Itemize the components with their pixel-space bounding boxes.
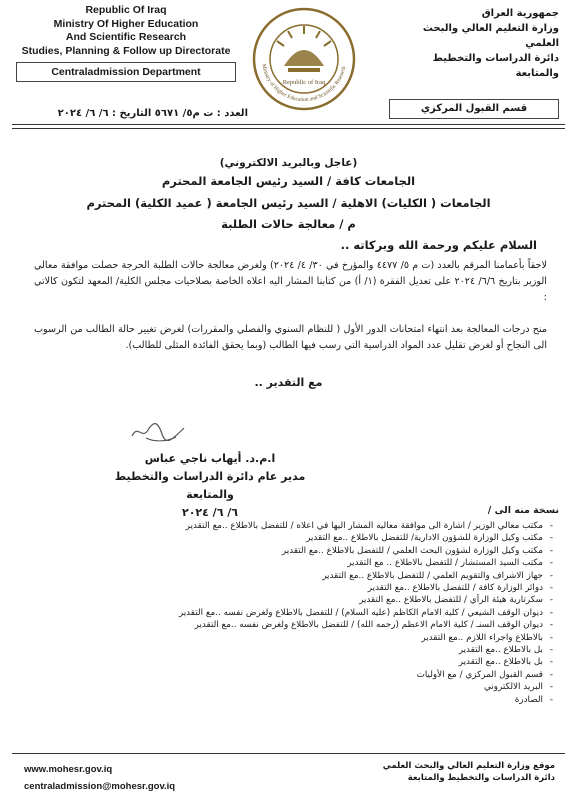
- header-en-line: Studies, Planning & Follow up Directorate: [21, 44, 231, 57]
- subject-line: م / معالجة حالات الطلبة: [221, 217, 356, 231]
- footer-email-link[interactable]: centraladmission@mohesr.gov.iq: [24, 781, 176, 792]
- regards-line: مع التقدير ..: [254, 376, 323, 389]
- cc-item: - دوائر الوزارة كافة / للتفضل بالاطلاع ..مع التقدير: [83, 582, 553, 594]
- cc-item: - سكرتارية هيئة الرأي / للتفضل بالاطلاع ..مع التقدير: [83, 594, 553, 606]
- reference-number: العدد : ت م٥/ ٥٦٧١ التاريخ : ٦/ ٦/ ٢٠٢٤: [57, 108, 248, 119]
- header-arabic: [389, 6, 559, 119]
- cc-item: - بالاطلاع واجراء اللازم ..مع التقدير: [83, 632, 553, 644]
- header-en-department: Centraladmission Department: [16, 62, 236, 82]
- cc-item: - قسم القبول المركزي / مع الأوليات: [83, 669, 553, 681]
- seal-ring-text: Ministry of Higher Education and Scientific Research: [260, 63, 348, 104]
- ministry-seal-logo: [244, 4, 364, 114]
- signer-block: [90, 450, 330, 522]
- footer-website-link[interactable]: www.mohesr.gov.iq: [24, 764, 113, 775]
- header-en-line: And Scientific Research: [65, 31, 187, 43]
- cc-item: - مكتب السيد المستشار / للتفضل بالاطلاع .. مع التقدير: [83, 557, 553, 569]
- greeting: السلام عليكم ورحمة الله وبركاته ..: [340, 238, 537, 252]
- cc-item: - الصادرة: [83, 694, 553, 706]
- header-divider: [12, 124, 565, 125]
- signer-name: ا.م.د. أيهاب ناجي عباس: [144, 452, 276, 465]
- body-paragraph: منح درجات المعالجة بعد انتهاء امتحانات الدور الأول ( للنظام السنوي والفصلي والمقررات) لغرض تغيير حالة الطالب من الرسوب الى النجاح أو لغرض تقليل عدد المواد الدراسية التي رسب فيها الطالب (وبما يحقق الفائدة المثلى للطالب).: [34, 324, 547, 351]
- cc-item: - بل بالاطلاع ..مع التقدير: [83, 644, 553, 656]
- header-divider-thin: [12, 128, 565, 129]
- header-ar-line: وزارة التعليم العالي والبحث العلمي: [422, 23, 559, 49]
- cc-item: - البريد الالكتروني: [83, 681, 553, 693]
- body-paragraph: لاحقاً بأعمامنا المرقم بالعدد (ت م ٥/ ٤٤٧٧ والمؤرخ في ٣٠/ ٤/ ٢٠٢٤) ولغرض معالجة حالات الطلبة الحرجة حصلت موافقة معالي الوزير بتاريخ ٦/٦/ ٢٠٢٤ على تعديل الفقرة (١/ أ) من كتابنا المشار اليه اعلاه الخاصة بصلاحيات مجلس الكلية/ المعهد لتكون كالاتي :: [34, 260, 547, 303]
- footer-arabic: [383, 760, 555, 784]
- footer-ar-line: دائرة الدراسات والتخطيط والمتابعة: [407, 773, 555, 783]
- cc-title: نسخة منه الى /: [487, 505, 559, 516]
- footer-english: [24, 761, 175, 795]
- cc-item: - ديوان الوقف السنـ / كلية الامام الاعظم (رحمه الله) / للتفضل بالاطلاع ولغرض نفسه ..مع التقدير: [83, 619, 553, 631]
- signer-title: مدير عام دائرة الدراسات والتخطيط والمتابعة: [114, 470, 306, 501]
- cc-item: - جهاز الاشراف والتقويم العلمي / للتفضل بالاطلاع ..مع التقدير: [83, 570, 553, 582]
- signer-date: ٦/ ٦/ ٢٠٢٤: [181, 506, 238, 519]
- header-en-line: Republic Of Iraq: [85, 4, 167, 16]
- seal-inner-text: Republic of Iraq: [282, 79, 326, 86]
- header-english: [16, 4, 236, 82]
- footer-divider: [12, 753, 565, 754]
- header-ar-line: جمهورية العراق: [481, 8, 559, 19]
- cc-item: - مكتب معالي الوزير / اشارة الى موافقة معاليه المشار اليها في اعلاه / للتفضل بالاطلاع ..مع التقدير: [83, 520, 553, 532]
- urgent-notice: (عاجل وبالبريد الالكتروني): [219, 157, 358, 169]
- header-ar-department: قسم القبول المركزي: [389, 99, 559, 119]
- cc-item: - مكتب وكيل الوزارة لشؤون البحث العلمي / للتفضل بالاطلاع ..مع التقدير: [83, 545, 553, 557]
- cc-item: - ديوان الوقف الشيعي / كلية الامام الكاظم (عليه السلام) / للتفضل بالاطلاع ولغرض نفسه ..مع التقدير: [83, 607, 553, 619]
- cc-item: - مكتب وكيل الوزارة للشؤون الادارية/ للتفضل بالاطلاع ..مع التقدير: [83, 532, 553, 544]
- footer-ar-line: موقع وزارة التعليم العالي والبحث العلمي: [382, 761, 555, 771]
- header-ar-line: دائرة الدراسات والتخطيط والمتابعة: [432, 53, 559, 79]
- handwritten-signature: [128, 418, 188, 444]
- cc-list: [83, 520, 553, 706]
- cc-item: - بل بالاطلاع ..مع التقدير: [83, 656, 553, 668]
- addressee-line: الجامعات ( الكليات) الاهلية / السيد رئيس الجامعة ( عميد الكلية) المحترم: [86, 196, 491, 210]
- addressee-line: الجامعات كافة / السيد رئيس الجامعة المحترم: [161, 174, 416, 188]
- header-en-line: Ministry Of Higher Education: [53, 17, 199, 30]
